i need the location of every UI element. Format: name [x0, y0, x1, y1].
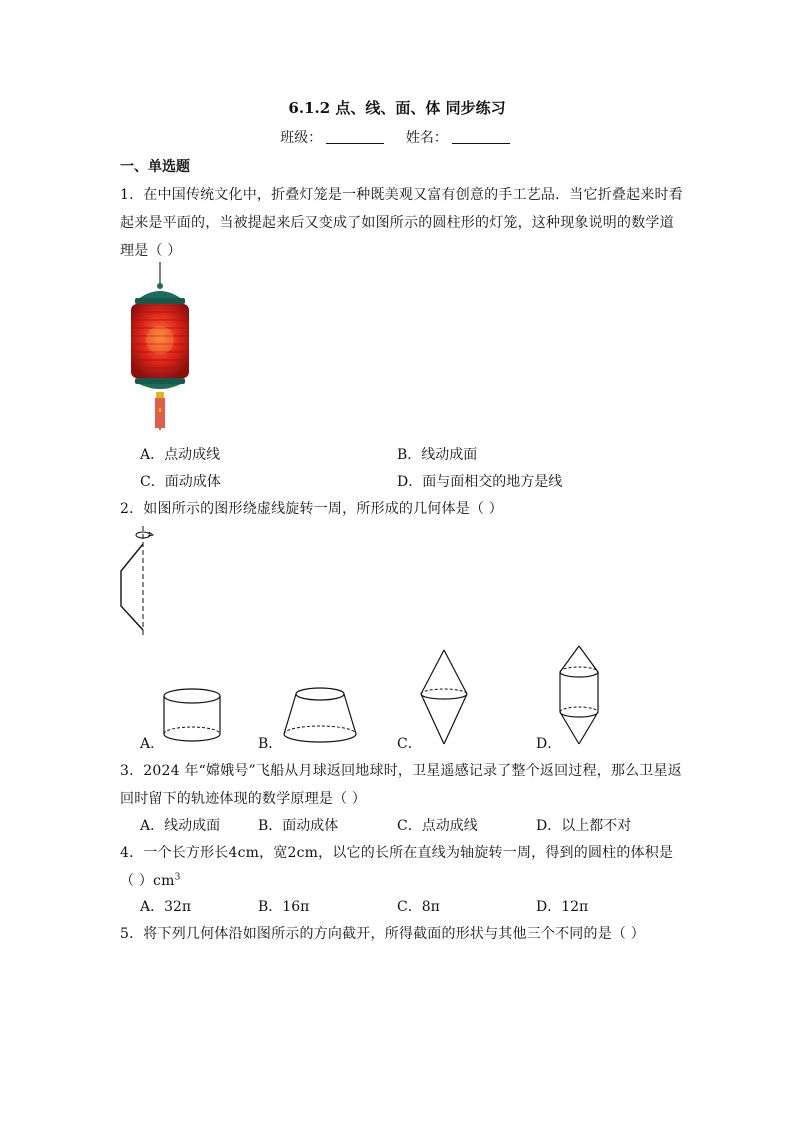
q2-shape-double-cone: [418, 648, 470, 748]
q4-line-2-text: （ ）cm: [120, 873, 175, 889]
q1-line-3: 理是（ ）: [120, 243, 182, 259]
q3-line-1: 3．2024 年“嫦娥号”飞船从月球返回地球时，卫星遥感记录了整个返回过程，那么卫星返: [120, 763, 682, 779]
q1-line-2: 起来是平面的，当被提起来后又变成了如图所示的圆柱形的灯笼，这种现象说明的数学道: [120, 215, 674, 231]
q4-unit-superscript: 3: [174, 872, 181, 883]
class-blank[interactable]: [326, 130, 384, 144]
q4-option-c[interactable]: C．8π: [397, 899, 440, 915]
q2-option-c[interactable]: C．: [397, 736, 422, 752]
q2-option-b[interactable]: B．: [258, 736, 283, 752]
lantern-image: [125, 262, 195, 432]
class-label: 班级：: [280, 130, 323, 146]
q5-line-1: 5．将下列几何体沿如图所示的方向截开，所得截面的形状与其他三个不同的是（ ）: [120, 926, 645, 942]
q1-line-1: 1．在中国传统文化中，折叠灯笼是一种既美观又富有创意的手工艺品．当它折叠起来时看: [120, 187, 683, 203]
q2-line-1: 2．如图所示的图形绕虚线旋转一周，所形成的几何体是（ ）: [120, 501, 503, 517]
q4-option-a[interactable]: A．32π: [140, 899, 192, 915]
q2-shape-frustum: [280, 684, 360, 746]
name-blank[interactable]: [452, 130, 510, 144]
q2-option-a[interactable]: A．: [140, 736, 165, 752]
page-title: 6.1.2 点、线、面、体 同步练习: [288, 99, 506, 117]
q1-option-c[interactable]: C．面动成体: [140, 474, 221, 490]
q3-option-b[interactable]: B．面动成体: [258, 818, 339, 834]
q1-option-b[interactable]: B．线动成面: [397, 447, 478, 463]
section-heading: 一、单选题: [120, 159, 190, 175]
student-info-line: [0, 127, 794, 147]
q1-option-a[interactable]: A．点动成线: [140, 447, 221, 463]
q2-option-d[interactable]: D．: [536, 736, 562, 752]
q4-option-b[interactable]: B．16π: [258, 899, 310, 915]
rotation-figure: [115, 526, 165, 641]
q3-option-a[interactable]: A．线动成面: [140, 818, 221, 834]
q2-shape-cylinder: [160, 686, 224, 746]
q4-line-2: [120, 870, 181, 890]
q1-option-d[interactable]: D．面与面相交的地方是线: [397, 474, 563, 490]
q4-line-1: 4．一个长方形长4cm，宽2cm，以它的长所在直线为轴旋转一周，得到的圆柱的体积是: [120, 845, 674, 861]
name-label: 姓名：: [405, 130, 448, 146]
q2-shape-cone-cylinder-cone: [556, 644, 602, 748]
q4-option-d[interactable]: D．12π: [536, 899, 589, 915]
q3-line-2: 回时留下的轨迹体现的数学原理是（ ）: [120, 791, 367, 807]
q3-option-c[interactable]: C．点动成线: [397, 818, 478, 834]
q3-option-d[interactable]: D．以上都不对: [536, 818, 632, 834]
